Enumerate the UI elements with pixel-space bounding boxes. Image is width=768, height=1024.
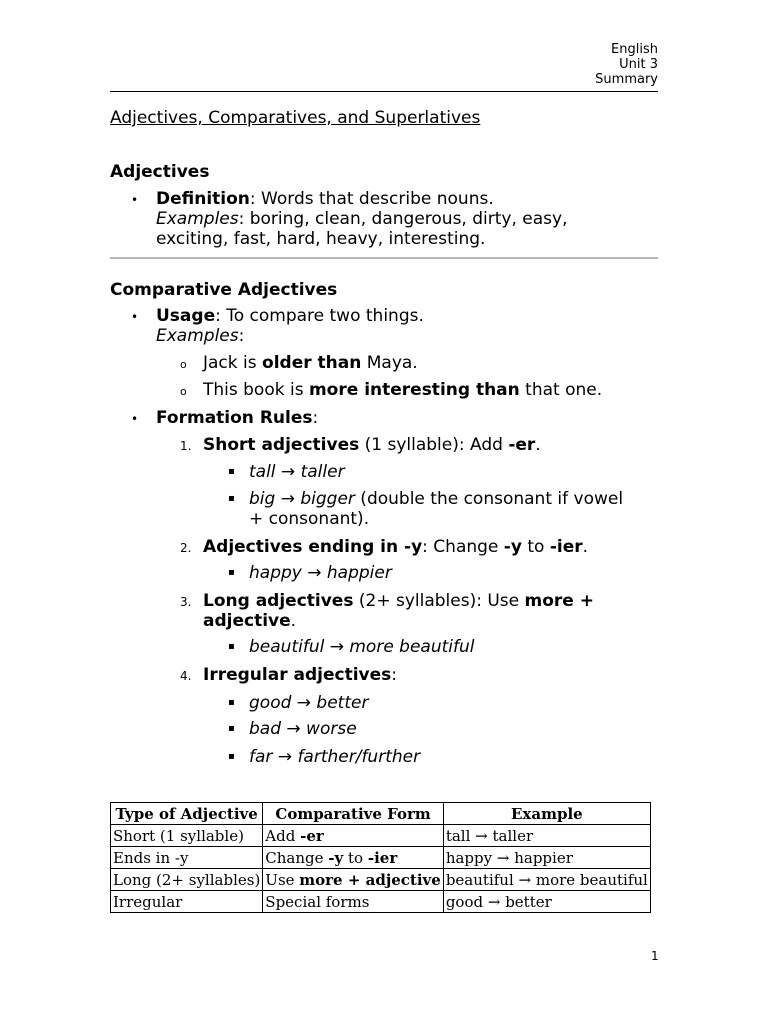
rule-example: tall → taller — [249, 462, 345, 482]
table-cell: Ends in -y — [111, 847, 263, 869]
square-bullet: ▪ — [228, 697, 235, 708]
examples-line-2: exciting, fast, hard, heavy, interesting. — [156, 229, 486, 249]
formation-rules-label: Formation Rules: — [156, 408, 319, 428]
usage-example-2: This book is more interesting than that one. — [203, 380, 603, 400]
table-cell: Change -y to -ier — [263, 847, 444, 869]
square-bullet: ▪ — [228, 493, 235, 504]
header-rule — [110, 91, 658, 92]
definition-line: Definition: Words that describe nouns. — [156, 189, 494, 209]
table-row — [111, 891, 651, 913]
adjectives-heading: Adjectives — [110, 162, 210, 182]
rule-example: far → farther/further — [249, 747, 421, 767]
square-bullet: ▪ — [228, 466, 235, 477]
section-divider — [110, 257, 658, 259]
sub-bullet-marker: o — [180, 358, 187, 371]
rule-short-adjectives: Short adjectives (1 syllable): Add -er. — [203, 435, 541, 455]
column-header: Type of Adjective — [111, 803, 263, 825]
rule-number: 1. — [180, 439, 192, 453]
square-bullet: ▪ — [228, 641, 235, 652]
table-cell: good → better — [443, 891, 650, 913]
table-row — [111, 825, 651, 847]
usage-examples-label: Examples: — [156, 326, 245, 346]
rule-example: bad → worse — [249, 719, 357, 739]
table-row — [111, 847, 651, 869]
table-cell: Use more + adjective — [263, 869, 444, 891]
square-bullet: ▪ — [228, 567, 235, 578]
document-title: Adjectives, Comparatives, and Superlatives — [110, 108, 481, 128]
examples-line: Examples: boring, clean, dangerous, dirty, easy, — [156, 209, 568, 229]
table-cell: tall → taller — [443, 825, 650, 847]
table-cell: Irregular — [111, 891, 263, 913]
bullet-marker: • — [131, 412, 139, 426]
rule-example: beautiful → more beautiful — [249, 637, 475, 657]
column-header: Example — [443, 803, 650, 825]
rule-example-note: + consonant). — [249, 509, 370, 529]
bullet-marker: • — [131, 310, 139, 324]
square-bullet: ▪ — [228, 751, 235, 762]
square-bullet: ▪ — [228, 723, 235, 734]
rule-long-adjectives-cont: adjective. — [203, 611, 297, 631]
page-header — [595, 42, 658, 87]
table-header-row — [111, 803, 651, 825]
page-number: 1 — [651, 949, 659, 963]
sub-bullet-marker: o — [180, 385, 187, 398]
rule-number: 2. — [180, 541, 192, 555]
table-row — [111, 869, 651, 891]
table-cell: Long (2+ syllables) — [111, 869, 263, 891]
usage-example-1: Jack is older than Maya. — [203, 353, 418, 373]
rule-number: 3. — [180, 595, 192, 609]
table-cell: Special forms — [263, 891, 444, 913]
rule-number: 4. — [180, 669, 192, 683]
comparative-table — [110, 802, 651, 913]
table-cell: happy → happier — [443, 847, 650, 869]
usage-line: Usage: To compare two things. — [156, 306, 424, 326]
table-cell: Short (1 syllable) — [111, 825, 263, 847]
table-cell: beautiful → more beautiful — [443, 869, 650, 891]
rule-example: big → bigger (double the consonant if vowel — [249, 489, 624, 509]
header-unit: Unit 3 — [619, 57, 658, 72]
column-header: Comparative Form — [263, 803, 444, 825]
rule-example: good → better — [249, 693, 369, 713]
rule-example: happy → happier — [249, 563, 392, 583]
header-section: Summary — [595, 72, 658, 87]
table-cell: Add -er — [263, 825, 444, 847]
bullet-marker: • — [131, 193, 139, 207]
rule-ending-y: Adjectives ending in -y: Change -y to -ier. — [203, 537, 589, 557]
header-subject: English — [611, 42, 658, 57]
comparative-heading: Comparative Adjectives — [110, 280, 338, 300]
rule-long-adjectives: Long adjectives (2+ syllables): Use more + — [203, 591, 594, 611]
rule-irregular: Irregular adjectives: — [203, 665, 397, 685]
